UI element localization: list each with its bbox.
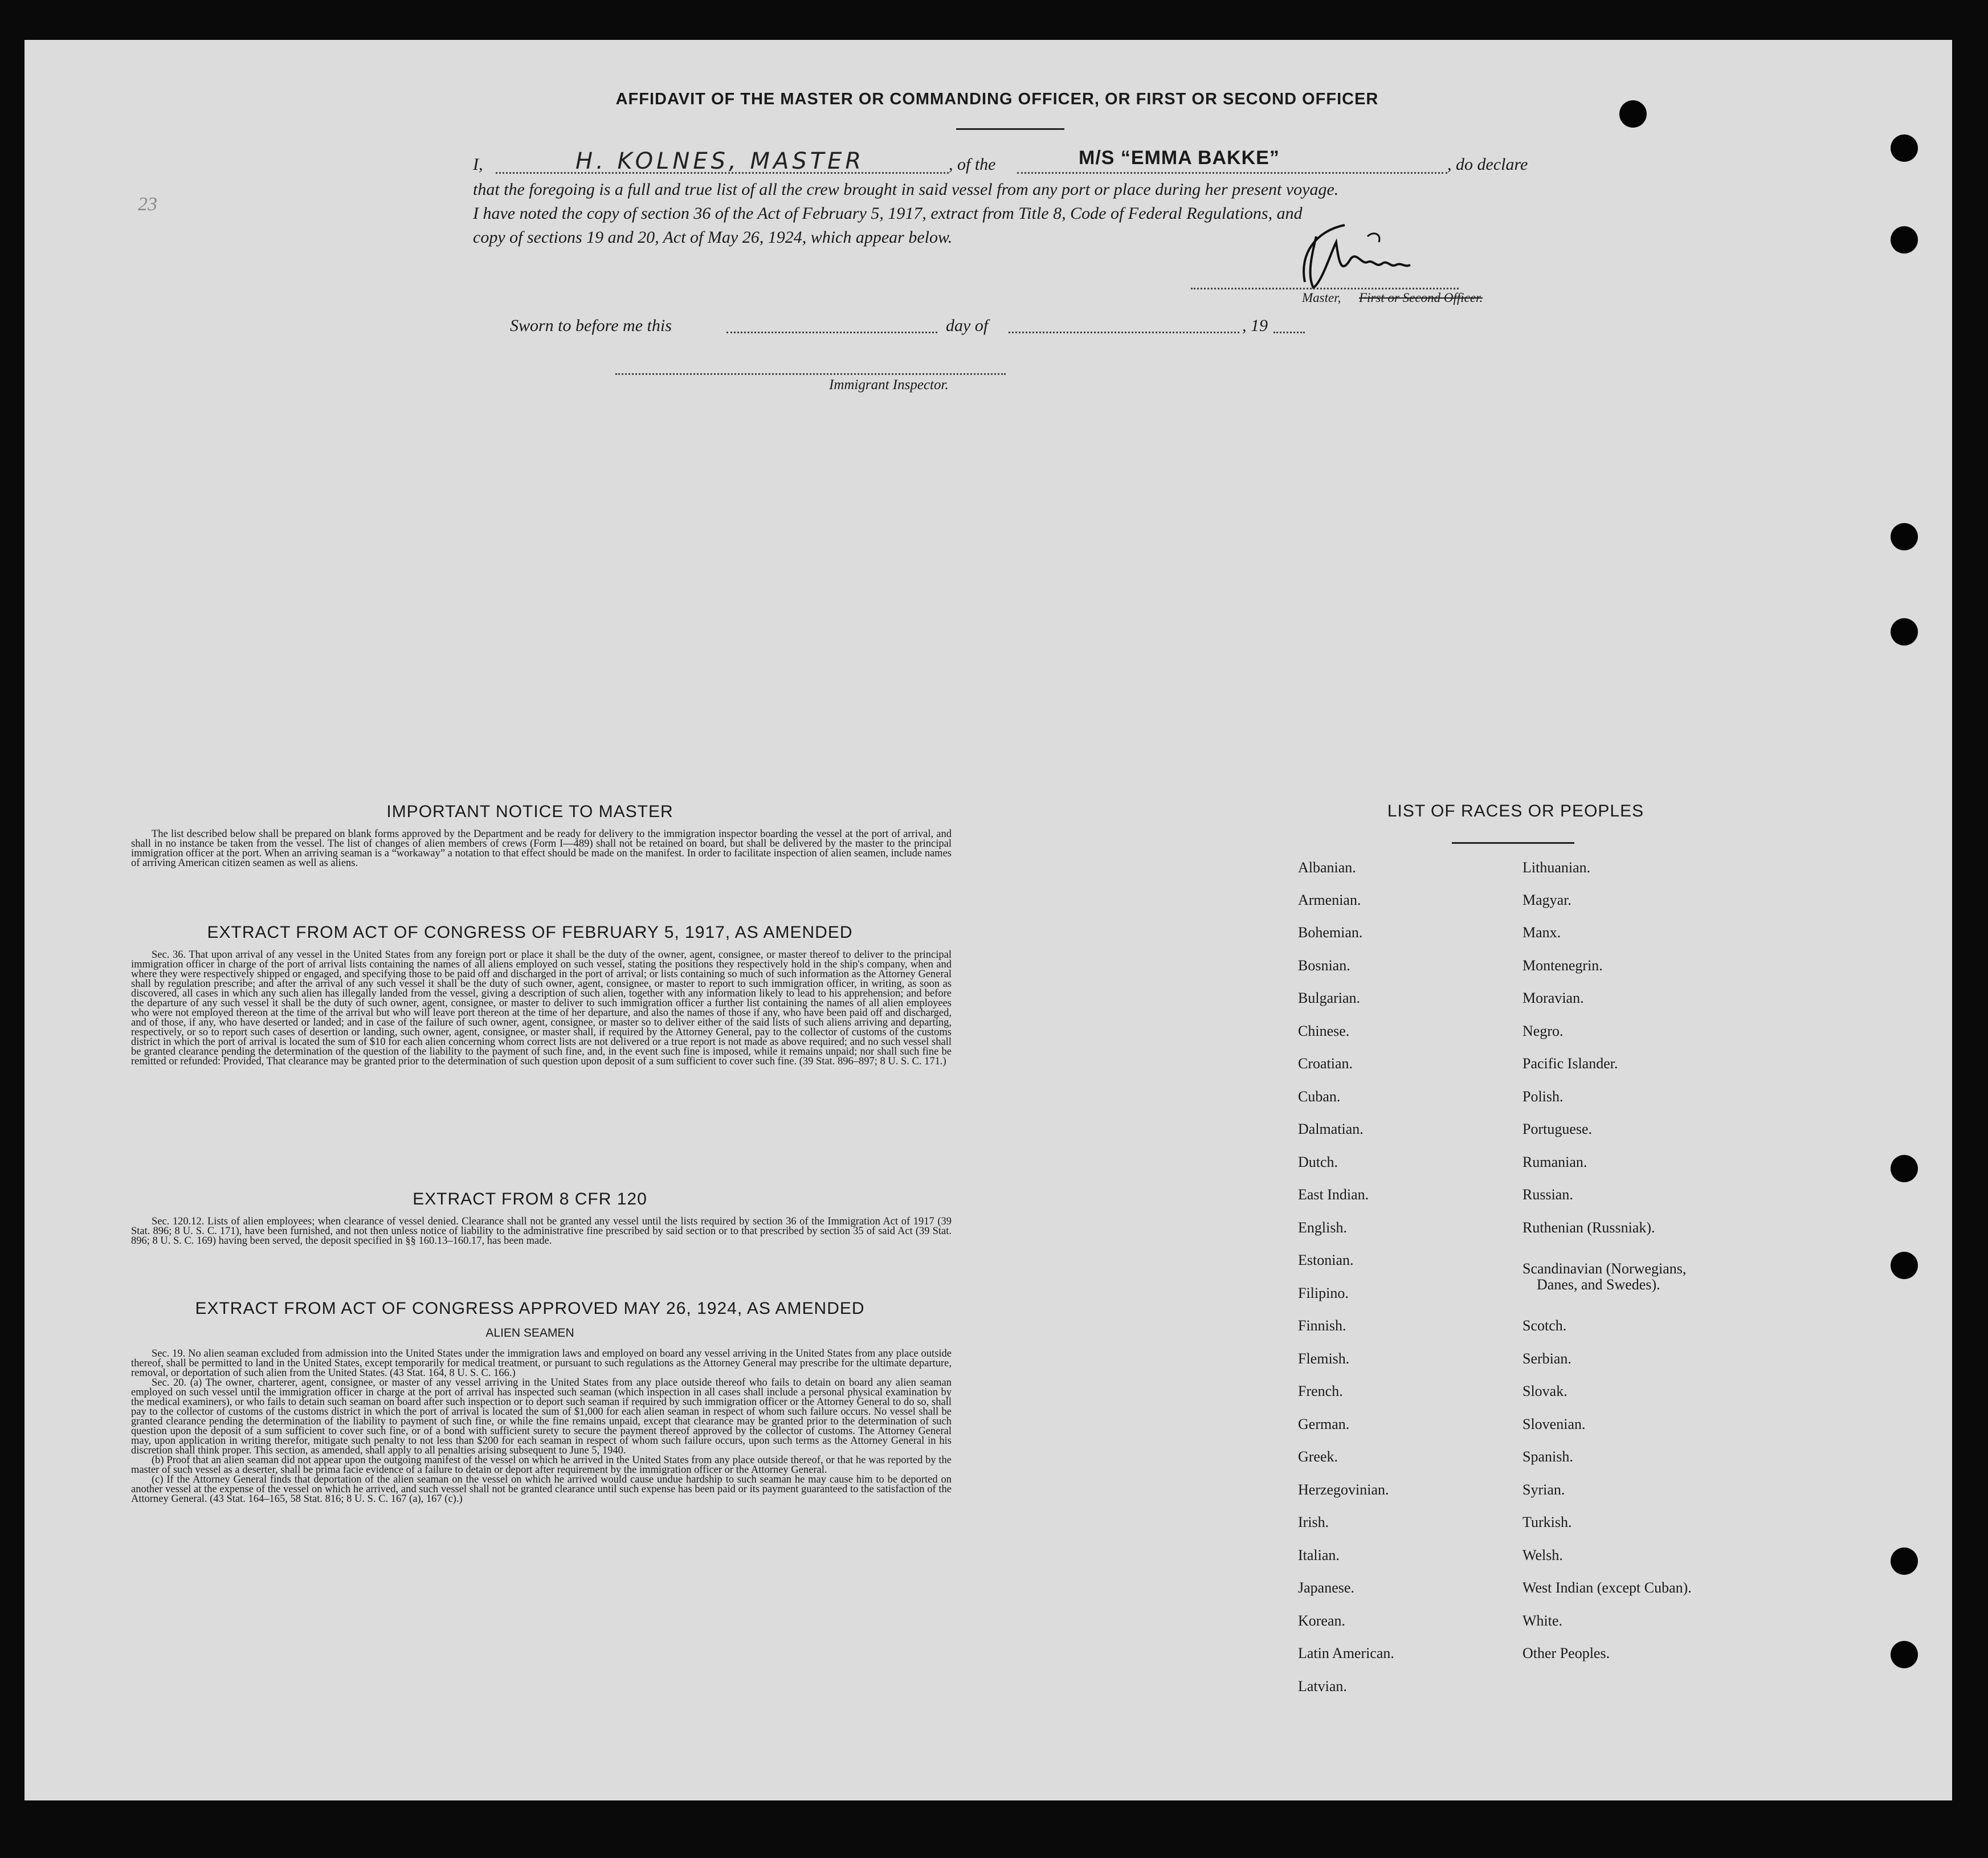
race-item: Herzegovinian.: [1298, 1481, 1389, 1498]
sec-20a-text: Sec. 20. (a) The owner, charterer, agent, consignee, or master of any vessel arriving in the United States from any place outside thereof who fails to detain on board any alien seaman employed on such vessel until the immigration officer in charge at the port of arrival has inspected such seaman (which inspection in all cases shall include a personal physical examination by the medical examiners), or who fails to detain such seaman on board after such inspection or to deport such seaman if required by such immigration officer or the Attorney General to do so, shall pay to the collector of customs of the customs district in which the port of arrival is located the sum of $1,000 for each alien seaman in respect of whom such failure occurs. No vessel shall be granted clearance pending the determination of the liability to payment of such fine, or while the fine remains unpaid, except that clearance may be granted prior to the determination of such question upon the deposit of a sum sufficient to cover such fine, or of a bond with sufficient surety to secure the payment thereof approved by the collector of customs. The Attorney General may, upon application in writing therefor, mitigate such penalty to not less than $200 for each seaman in respect of whom such failure occurs, upon such terms as the Attorney General in his discretion shall think proper. This section, as amended, shall apply to all penalties arising subsequent to June 5, 1940.: [131, 1377, 952, 1456]
document-sheet: [25, 40, 1952, 1800]
race-item: Lithuanian.: [1522, 859, 1591, 876]
race-item: Scandinavian (Norwegians,: [1522, 1260, 1687, 1277]
extract-cfr-title: EXTRACT FROM 8 CFR 120: [413, 1190, 647, 1208]
extract-1924-title: EXTRACT FROM ACT OF CONGRESS APPROVED MAY 26, 1924, AS AMENDED: [195, 1299, 865, 1318]
race-item: Italian.: [1298, 1547, 1340, 1563]
sec-20b-text: (b) Proof that an alien seaman did not appear upon the outgoing manifest of the vessel on which he arrived in the United States from any place outside thereof, or that he was reported by the master of such vessel as a deserter, shall be prima facie evidence of a failure to detain or deport after requirement by the immigration officer or the Attorney General.: [131, 1455, 952, 1476]
race-item: Slovak.: [1522, 1383, 1567, 1399]
race-item: Manx.: [1522, 924, 1561, 941]
sworn-year: , 19: [1242, 316, 1268, 335]
race-item: Portuguese.: [1522, 1121, 1593, 1137]
races-title: LIST OF RACES OR PEOPLES: [1387, 802, 1644, 820]
extract-cfr-body: Sec. 120.12. Lists of alien employees; when clearance of vessel denied. Clearance shall not be granted any vessel until the lists required by section 36 of the Immigration Act of 1917 (39 Stat. 896; 8 U. S. C. 171), have been furnished, and not then unless notice of liability to the administrative fine prescribed by said section or to that prescribed by section 35 of said Act (39 Stat. 896; 8 U. S. C. 169) having been served, the deposit specified in §§ 160.13–160.17, has been made.: [131, 1216, 952, 1247]
punch-hole-icon: [1891, 226, 1918, 254]
race-item: English.: [1298, 1219, 1347, 1236]
race-item: Bohemian.: [1298, 924, 1363, 941]
alien-seamen-subtitle: ALIEN SEAMEN: [485, 1326, 574, 1340]
vessel-name: M/S “EMMA BAKKE”: [1079, 147, 1280, 169]
vessel-dotted-line: [1017, 172, 1447, 174]
race-item: Filipino.: [1298, 1285, 1349, 1301]
race-item: Bulgarian.: [1298, 990, 1361, 1006]
race-item: Dutch.: [1298, 1154, 1338, 1170]
race-item: Spanish.: [1522, 1448, 1573, 1465]
race-item: Latvian.: [1298, 1678, 1347, 1694]
race-item: Negro.: [1522, 1023, 1564, 1039]
race-item: Welsh.: [1522, 1547, 1563, 1563]
inspector-dotted-line: [615, 373, 1006, 375]
race-item: Moravian.: [1522, 990, 1584, 1006]
race-item: Pacific Islander.: [1522, 1055, 1618, 1072]
race-item: Other Peoples.: [1522, 1645, 1610, 1661]
affidavit-prefix: I,: [473, 155, 483, 174]
race-item: Latin American.: [1298, 1645, 1394, 1661]
race-item: Korean.: [1298, 1612, 1346, 1629]
race-item: Chinese.: [1298, 1023, 1350, 1039]
race-item: Scotch.: [1522, 1317, 1567, 1334]
race-item: Syrian.: [1522, 1481, 1565, 1498]
race-item: Serbian.: [1522, 1350, 1571, 1367]
punch-hole-icon: [1891, 618, 1918, 646]
punch-hole-icon: [1891, 134, 1918, 162]
race-item: Ruthenian (Russniak).: [1522, 1219, 1655, 1236]
race-item: Slovenian.: [1522, 1416, 1586, 1432]
race-item: Flemish.: [1298, 1350, 1350, 1367]
punch-hole-icon: [1619, 100, 1647, 128]
race-item: Albanian.: [1298, 859, 1356, 876]
extract-1924-body: [131, 1349, 952, 1504]
race-item: Croatian.: [1298, 1055, 1353, 1072]
punch-hole-icon: [1891, 1641, 1918, 1668]
race-item: Cuban.: [1298, 1088, 1341, 1105]
extract-1917-title: EXTRACT FROM ACT OF CONGRESS OF FEBRUARY 5, 1917, AS AMENDED: [207, 923, 853, 942]
race-item: Japanese.: [1298, 1579, 1354, 1596]
race-item: Turkish.: [1522, 1514, 1572, 1530]
race-item: Finnish.: [1298, 1317, 1346, 1334]
sec-20c-text: (c) If the Attorney General finds that deportation of the alien seaman on the vessel on which he arrived would cause undue hardship to such seaman he may cause him to be deported on another vessel at the expense of the vessel on which he arrived, and such vessel shall not be granted clearance until such expense has been paid or its payment guaranteed to the satisfaction of the Attorney General. (43 Stat. 164–165, 58 Stat. 816; 8 U. S. C. 167 (a), 167 (c).): [131, 1474, 952, 1505]
of-the-label: , of the: [949, 155, 996, 174]
title-rule: [956, 128, 1064, 130]
signature-dotted-line: [1191, 288, 1459, 289]
punch-hole-icon: [1891, 1547, 1918, 1575]
punch-hole-icon: [1891, 523, 1918, 550]
affidavit-line-4: copy of sections 19 and 20, Act of May 26, 1924, which appear below.: [473, 228, 953, 247]
sec-19-text: Sec. 19. No alien seaman excluded from admission into the United States under the immigration laws and employed on board any vessel arriving in the United States from any place outside thereof, shall be permitted to land in the United States, except temporarily for medical treatment, or pursuant to such regulations as the Attorney General may prescribe for the ultimate departure, removal, or deportation of such alien from the United States. (43 Stat. 164, 8 U. S. C. 166.): [131, 1348, 952, 1379]
master-signature: [1282, 219, 1453, 299]
punch-hole-icon: [1891, 1252, 1918, 1279]
do-declare-label: , do declare: [1447, 155, 1528, 174]
sworn-prefix: Sworn to before me this: [510, 316, 672, 335]
struck-officer-caption: First or Second Officer.: [1359, 291, 1483, 305]
races-title-rule: [1452, 842, 1574, 844]
sworn-month-dotted-line: [1009, 332, 1239, 333]
race-item: Montenegrin.: [1522, 957, 1603, 974]
sworn-day-of: day of: [946, 316, 989, 335]
race-item: Greek.: [1298, 1448, 1338, 1465]
notice-body: The list described below shall be prepared on blank forms approved by the Department and be ready for delivery to the immigration inspector boarding the vessel at the port of arrival, and shall in no instance be taken from the vessel. The list of changes of alien members of crews (Form I—489) shall not be retained on board, but shall be delivered by the master to the principal immigration officer at the port. When an arriving seaman is a “workaway” a notation to that effect should be made on the manifest. In order to facilitate inspection of alien seamen, include names of arriving American citizen seamen as well as aliens.: [131, 828, 952, 869]
extract-1917-body: Sec. 36. That upon arrival of any vessel in the United States from any foreign port or place it shall be the duty of the owner, agent, consignee, or master thereof to deliver to the principal immigration officer in charge of the port of arrival lists containing the names of all aliens employed on such vessel, stating the positions they respectively hold in the ship's company, when and where they were respectively shipped or engaged, and specifying those to be paid off and discharged in the port of arrival; or lists containing so much of such information as the Attorney General shall by regulation prescribe; and after the arrival of any such vessel it shall be the duty of such owner, agent, consignee, or master to report to such immigration officer, in writing, as soon as discovered, all cases in which any such alien has illegally landed from the vessel, giving a description of such alien, together with any information likely to lead to his apprehension; and before the departure of any such vessel it shall be the duty of such owner, agent, consignee, or master to deliver to such immigration officer a further list containing the names of all alien employees who were not employed thereon at the time of the arrival but who will leave port thereon at the time of her departure, and also the names of those if any, who have been paid off and discharged, and of those, if any, who have deserted or landed; and in case of the failure of such owner, agent, consignee, or master so to deliver either of the said lists of such aliens arriving and departing, respectively, or so to report such cases of desertion or landing, such owner, agent, consignee, or master shall, if required by the Attorney General, pay to the collector of customs of the customs district in which the port of arrival is located the sum of $10 for each alien concerning whom correct lists are not delivered or a true report is not made as above required; and no such vessel shall be granted clearance pending the determination of the question of the liability to the payment of such fine, and, in the event such fine is imposed, while it remains unpaid; nor shall such fine be remitted or refunded: Provided, That clearance may be granted prior to the determination of such question upon deposit of a sum sufficient to cover such fine. (39 Stat. 896–897; 8 U. S. C. 171.): [131, 949, 952, 1067]
race-item: Russian.: [1522, 1186, 1573, 1203]
race-item: Irish.: [1298, 1514, 1329, 1530]
race-item: West Indian (except Cuban).: [1522, 1579, 1692, 1596]
race-item: Estonian.: [1298, 1252, 1354, 1268]
master-caption: Master,: [1302, 291, 1341, 305]
race-item: German.: [1298, 1416, 1350, 1432]
race-item: Polish.: [1522, 1088, 1564, 1105]
affidavit-line-2: that the foregoing is a full and true list of all the crew brought in said vessel from any port or place during her present voyage.: [473, 180, 1339, 199]
race-item: Bosnian.: [1298, 957, 1350, 974]
race-item: Magyar.: [1522, 892, 1571, 908]
race-item: Armenian.: [1298, 892, 1361, 908]
affidavit-line-3: I have noted the copy of section 36 of the Act of February 5, 1917, extract from Title 8, Code of Federal Regulations, and: [473, 204, 1303, 223]
race-item: Danes, and Swedes).: [1537, 1276, 1660, 1293]
master-name-handwritten: H. KOLNES, MASTER: [575, 148, 865, 174]
race-item: East Indian.: [1298, 1186, 1369, 1203]
race-item: French.: [1298, 1383, 1343, 1399]
race-item: Rumanian.: [1522, 1154, 1587, 1170]
affidavit-title: AFFIDAVIT OF THE MASTER OR COMMANDING OFFICER, OR FIRST OR SECOND OFFICER: [615, 90, 1379, 108]
notice-title: IMPORTANT NOTICE TO MASTER: [386, 802, 673, 821]
punch-hole-icon: [1891, 1155, 1918, 1182]
inspector-caption: Immigrant Inspector.: [829, 377, 949, 393]
race-item: Dalmatian.: [1298, 1121, 1364, 1137]
race-item: White.: [1522, 1612, 1563, 1629]
sworn-year-dotted-line: [1273, 332, 1305, 333]
sworn-day-dotted-line: [726, 332, 937, 333]
margin-note: 23: [138, 194, 157, 215]
